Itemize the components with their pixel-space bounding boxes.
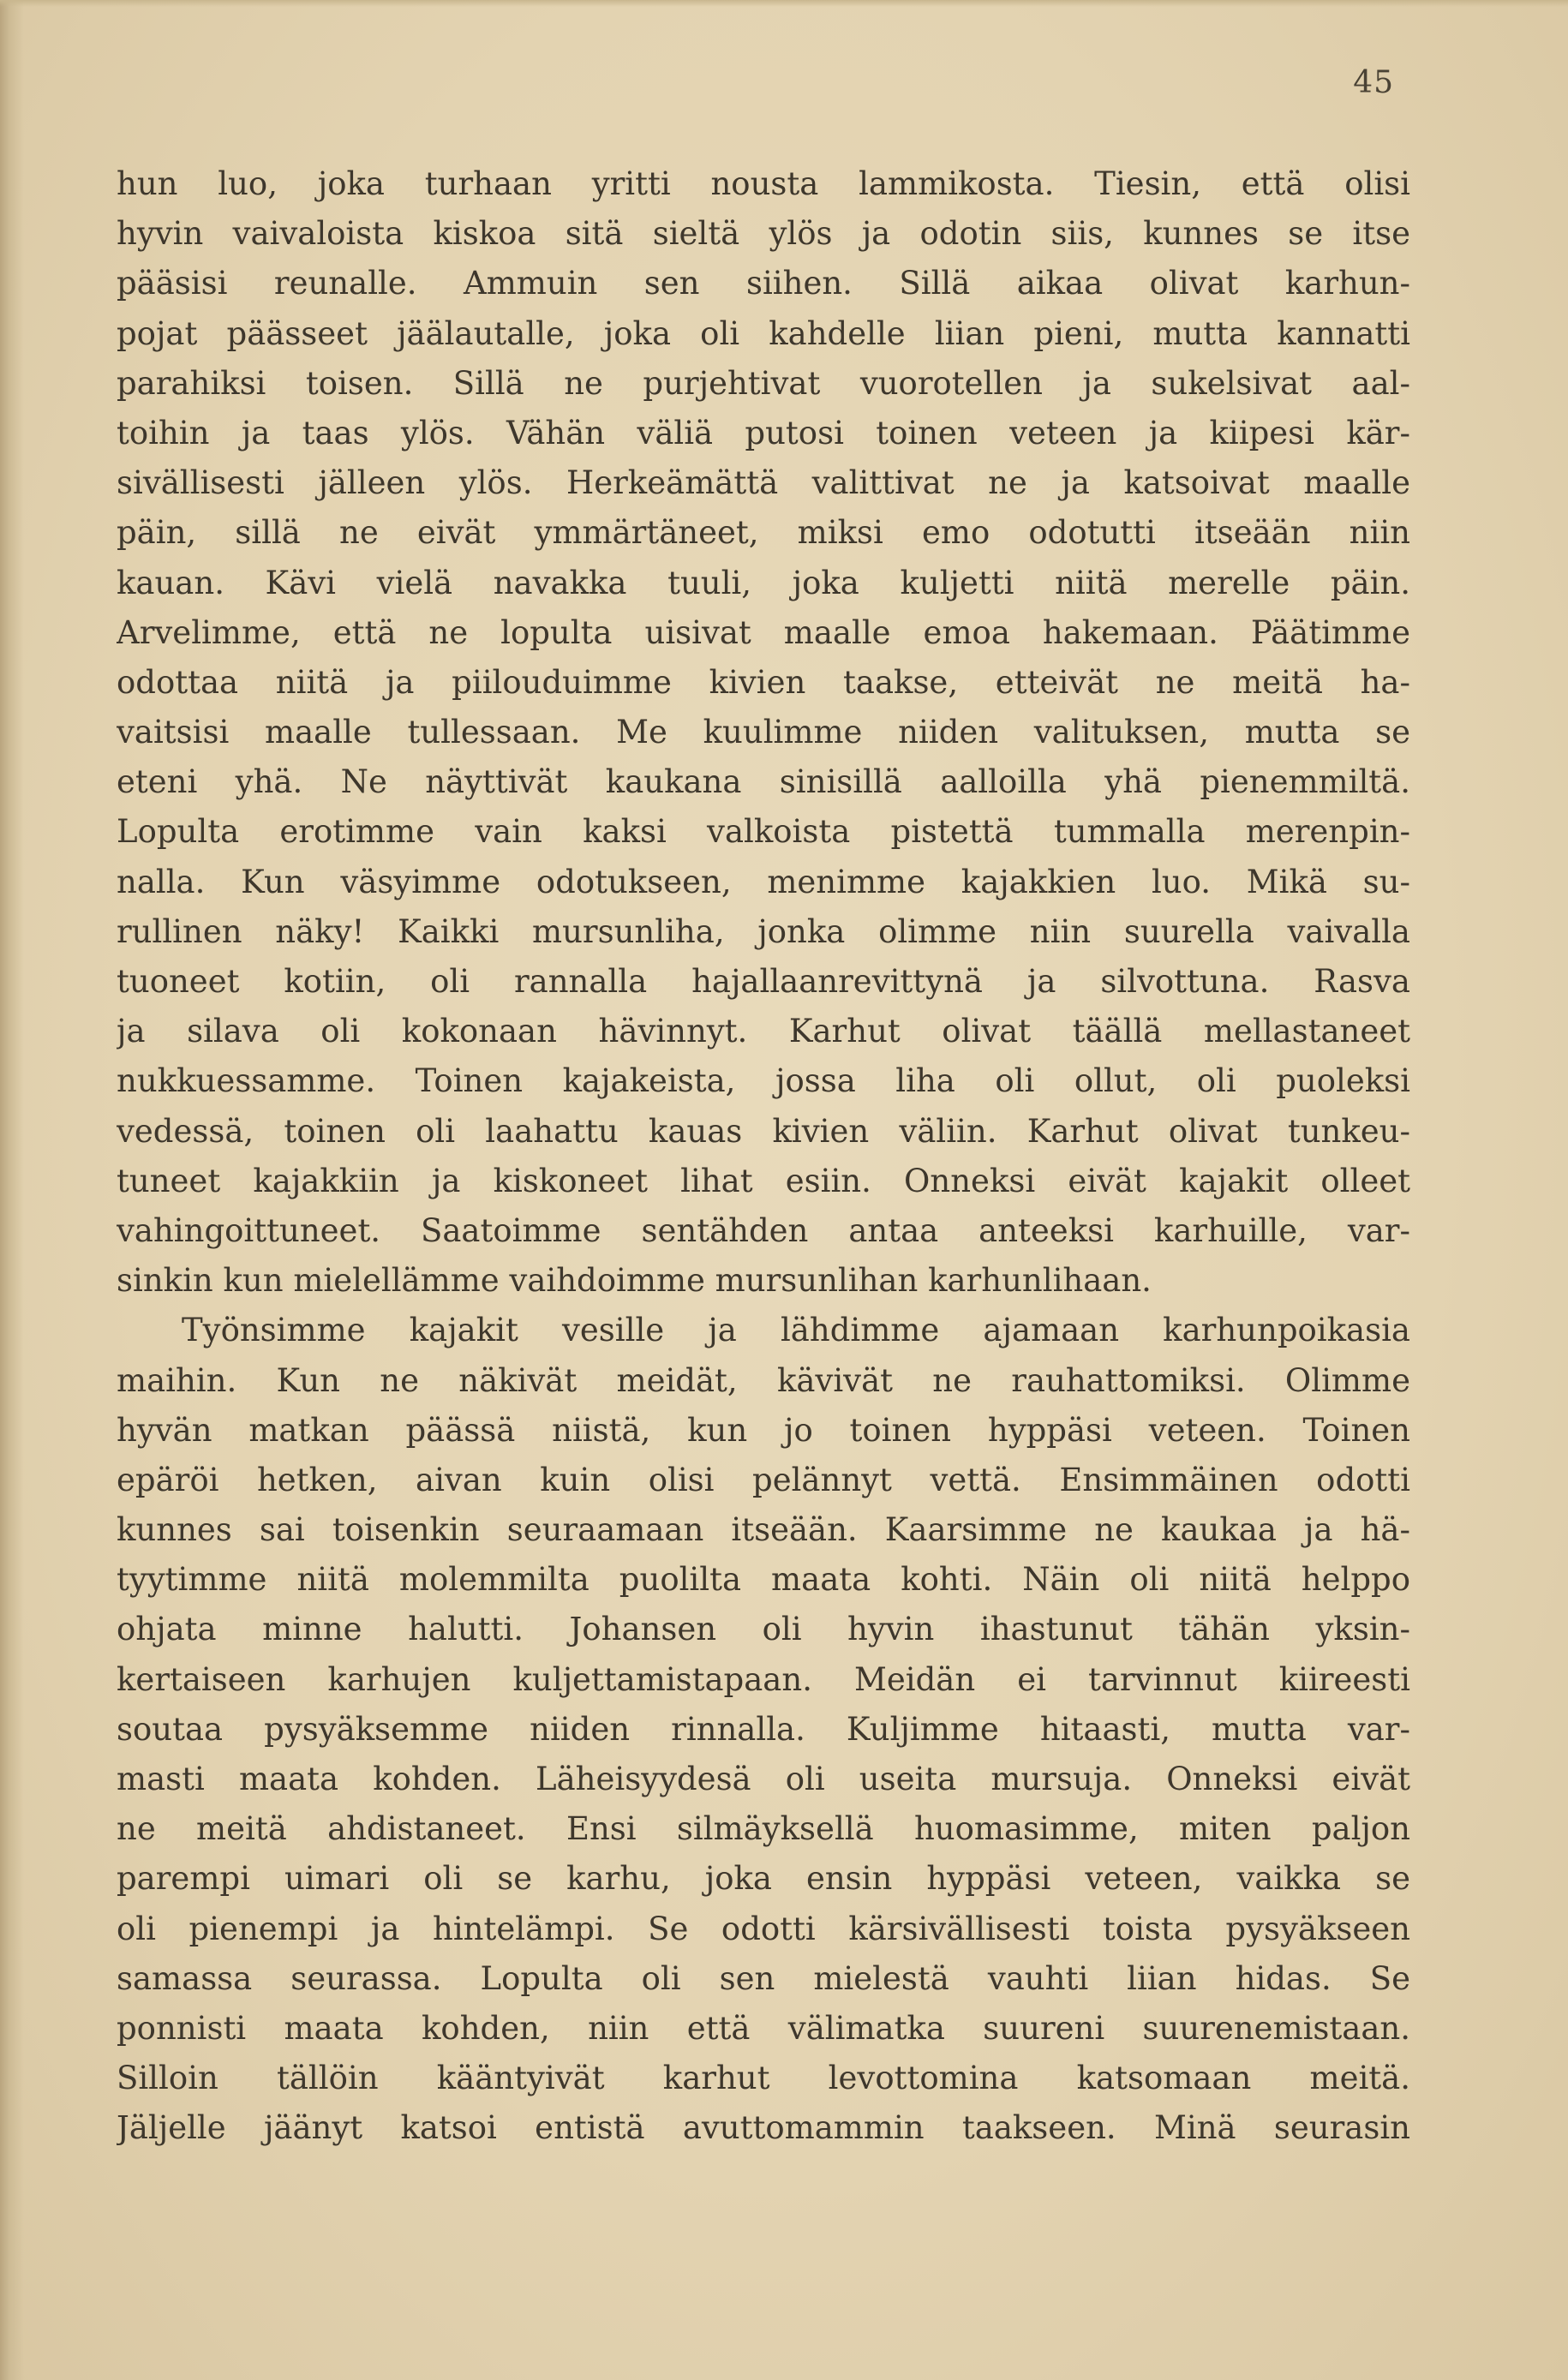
text-line: kunnes sai toisenkin seuraamaan itseään. Kaarsimme ne kaukaa ja hä- — [117, 1511, 1410, 1549]
text-line: masti maata kohden. Läheisyydesä oli useita mursuja. Onneksi eivät — [117, 1761, 1410, 1797]
text-line: päin, sillä ne eivät ymmärtäneet, miksi emo odotutti itseään niin — [117, 514, 1410, 552]
text-line: soutaa pysyäksemme niiden rinnalla. Kuljimme hitaasti, mutta var- — [117, 1710, 1410, 1748]
text-line: Arvelimme, että ne lopulta uisivat maalle emoa hakemaan. Päätimme — [117, 613, 1410, 651]
text-line: ja silava oli kokonaan hävinnyt. Karhut olivat täällä mellastaneet — [117, 1013, 1410, 1050]
text-line: tuoneet kotiin, oli rannalla hajallaanrevittynä ja silvottuna. Rasva — [117, 963, 1410, 1000]
text-line: vedessä, toinen oli laahattu kauas kivien väliin. Karhut olivat tunkeu- — [117, 1112, 1410, 1150]
text-line: ponnisti maata kohden, niin että välimatka suureni suurenemistaan. — [117, 2009, 1410, 2047]
text-line: pojat päässeet jäälautalle, joka oli kahdelle liian pieni, mutta kannatti — [117, 314, 1410, 352]
page-number: 45 — [1353, 65, 1394, 100]
text-line: ohjata minne halutti. Johansen oli hyvin ihastunut tähän yksin- — [117, 1611, 1410, 1648]
text-line: oli pienempi ja hintelämpi. Se odotti kärsivällisesti toista pysyäkseen — [117, 1910, 1410, 1947]
text-line: maihin. Kun ne näkivät meidät, kävivät ne rauhattomiksi. Olimme — [117, 1361, 1410, 1399]
text-line: toihin ja taas ylös. Vähän väliä putosi toinen veteen ja kiipesi kär- — [117, 414, 1410, 451]
text-line: rullinen näky! Kaikki mursunliha, jonka olimme niin suurella vaivalla — [117, 912, 1410, 950]
body-text — [117, 159, 1410, 2154]
text-line: tyytimme niitä molemmilta puolilta maata kohti. Näin oli niitä helppo — [117, 1561, 1410, 1599]
text-line: Silloin tällöin kääntyivät karhut levottomina katsomaan meitä. — [117, 2060, 1410, 2097]
text-line: kauan. Kävi vielä navakka tuuli, joka kuljetti niitä merelle päin. — [117, 564, 1410, 601]
text-line: nalla. Kun väsyimme odotukseen, menimme kajakkien luo. Mikä su- — [117, 863, 1410, 900]
page-binding-shadow — [0, 0, 24, 2380]
text-line: vahingoittuneet. Saatoimme sentähden antaa anteeksi karhuille, var- — [117, 1211, 1410, 1249]
text-line: kertaiseen karhujen kuljettamistapaan. Meidän ei tarvinnut kiireesti — [117, 1660, 1410, 1698]
paragraph-start-line: Työnsimme kajakit vesille ja lähdimme ajamaan karhunpoikasia — [182, 1312, 1410, 1349]
paragraph-end-line: sinkin kun mielellämme vaihdoimme mursunlihan karhunlihaan. — [117, 1262, 1152, 1300]
text-line: nukkuessamme. Toinen kajakeista, jossa liha oli ollut, oli puoleksi — [117, 1062, 1410, 1100]
page-top-edge — [0, 0, 1568, 7]
text-line: odottaa niitä ja piilouduimme kivien taakse, etteivät ne meitä ha- — [117, 663, 1410, 701]
text-line: parahiksi toisen. Sillä ne purjehtivat vuorotellen ja sukelsivat aal- — [117, 364, 1410, 402]
text-line: sivällisesti jälleen ylös. Herkeämättä valittivat ne ja katsoivat maalle — [117, 464, 1410, 502]
text-line: hyvin vaivaloista kiskoa sitä sieltä ylös ja odotin siis, kunnes se itse — [117, 215, 1410, 253]
text-line: samassa seurassa. Lopulta oli sen mielestä vauhti liian hidas. Se — [117, 1959, 1410, 1997]
text-line: hyvän matkan päässä niistä, kun jo toinen hyppäsi veteen. Toinen — [117, 1411, 1410, 1449]
text-line: ne meitä ahdistaneet. Ensi silmäyksellä huomasimme, miten paljon — [117, 1810, 1410, 1848]
text-line: hun luo, joka turhaan yritti nousta lammikosta. Tiesin, että olisi — [117, 165, 1410, 202]
text-line: eteni yhä. Ne näyttivät kaukana sinisillä aalloilla yhä pienemmiltä. — [117, 763, 1410, 801]
text-line: Jäljelle jäänyt katsoi entistä avuttomammin taakseen. Minä seurasin — [117, 2109, 1410, 2147]
text-line: parempi uimari oli se karhu, joka ensin hyppäsi veteen, vaikka se — [117, 1860, 1410, 1898]
text-line: Lopulta erotimme vain kaksi valkoista pistettä tummalla merenpin- — [117, 813, 1410, 851]
text-line: tuneet kajakkiin ja kiskoneet lihat esiin. Onneksi eivät kajakit olleet — [117, 1162, 1410, 1199]
text-line: vaitsisi maalle tullessaan. Me kuulimme niiden valituksen, mutta se — [117, 714, 1410, 751]
text-line: epäröi hetken, aivan kuin olisi pelännyt vettä. Ensimmäinen odotti — [117, 1461, 1410, 1498]
text-line: pääsisi reunalle. Ammuin sen siihen. Sillä aikaa olivat karhun- — [117, 265, 1410, 302]
